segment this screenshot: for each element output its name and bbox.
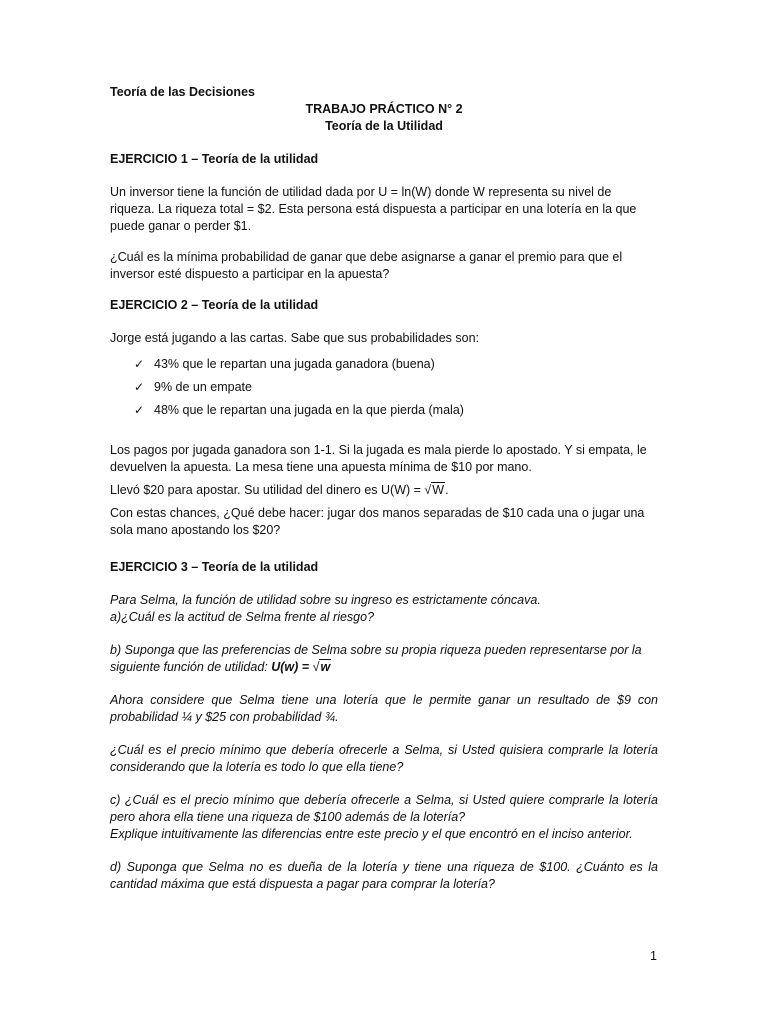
exercise-2-payments-line-1: Los pagos por jugada ganadora son 1-1. Si la jugada es mala pierde lo apostado. Y si empata, le (110, 443, 647, 457)
list-item: ✓ 48% que le repartan una jugada en la que pierda (mala) (134, 399, 658, 422)
exercise-2-payments-line-2: devuelven la apuesta. La mesa tiene una apuesta mínima de $10 por mano. (110, 460, 532, 474)
probabilities-list (110, 353, 658, 422)
sqrt-argument: w (320, 660, 331, 674)
list-item: ✓ 9% de un empate (134, 376, 658, 399)
exercise-3-part-b-line-1: b) Suponga que las preferencias de Selma sobre su propia riqueza pueden representarse por la (110, 643, 642, 657)
exercise-1-statement-line-3: puede ganar o perder $1. (110, 219, 252, 233)
exercise-1-question-line-2: inversor esté dispuesto a participar en la apuesta? (110, 267, 390, 281)
page-number: 1 (650, 949, 657, 963)
exercise-2-heading: EJERCICIO 2 – Teoría de la utilidad (110, 298, 319, 312)
exercise-3-intro-line-1: Para Selma, la función de utilidad sobre su ingreso es estrictamente cóncava. (110, 593, 541, 607)
exercise-2-utility-line: Llevó $20 para apostar. Su utilidad del dinero es U(W) = √W. (110, 483, 449, 497)
exercise-3-part-c-explain: Explique intuitivamente las diferencias entre este precio y el que encontró en el inciso anterior. (110, 827, 633, 841)
checkmark-icon: ✓ (134, 357, 145, 371)
exercise-3-part-c: c) ¿Cuál es el precio mínimo que debería ofrecerle a Selma, si Usted quiere comprarle la lotería pero ahora ella tiene una riqueza de $100 además de la lotería? (110, 793, 658, 824)
exercise-3-part-d: d) Suponga que Selma no es dueña de la lotería y tiene una riqueza de $100. ¿Cuánto es la cantidad máxima que está dispuesta a pagar para comprar la lotería? (110, 860, 658, 891)
exercise-3-min-price-question: ¿Cuál es el precio mínimo que debería ofrecerle a Selma, si Usted quisiera comprarle la lotería considerando que la lotería es todo lo que ella tiene? (110, 743, 658, 774)
exercise-3-intro-line-2: a)¿Cuál es la actitud de Selma frente al riesgo? (110, 610, 375, 624)
list-item: ✓ 43% que le repartan una jugada ganadora (buena) (134, 353, 658, 376)
checkmark-icon: ✓ (134, 403, 145, 417)
document-title: TRABAJO PRÁCTICO N° 2 (305, 102, 463, 116)
exercise-1-statement-line-2: riqueza. La riqueza total = $2. Esta persona está dispuesta a participar en una lotería en la que (110, 202, 637, 216)
exercise-1-statement-line-1: Un inversor tiene la función de utilidad dada por U = ln(W) donde W representa su nivel de (110, 185, 612, 199)
exercise-3-heading: EJERCICIO 3 – Teoría de la utilidad (110, 560, 319, 574)
sqrt-argument: W (432, 483, 445, 497)
exercise-2-intro: Jorge está jugando a las cartas. Sabe que sus probabilidades son: (110, 331, 479, 345)
document-subtitle: Teoría de la Utilidad (325, 119, 443, 133)
checkmark-icon: ✓ (134, 380, 145, 394)
exercise-2-question-line-2: sola mano apostando los $20? (110, 523, 281, 537)
exercise-1-heading: EJERCICIO 1 – Teoría de la utilidad (110, 152, 319, 166)
document-page (110, 84, 658, 893)
exercise-3-part-b-line-2: siguiente función de utilidad: U(w) = √w (110, 660, 331, 674)
exercise-1-question-line-1: ¿Cuál es la mínima probabilidad de ganar que debe asignarse a ganar el premio para que el (110, 250, 623, 264)
exercise-3-lottery-text: Ahora considere que Selma tiene una lotería que le permite ganar un resultado de $9 con probabilidad ¼ y $25 con probabilidad ¾. (110, 693, 658, 724)
course-name: Teoría de las Decisiones (110, 85, 255, 99)
exercise-2-question-line-1: Con estas chances, ¿Qué debe hacer: jugar dos manos separadas de $10 cada una o jugar una (110, 506, 645, 520)
